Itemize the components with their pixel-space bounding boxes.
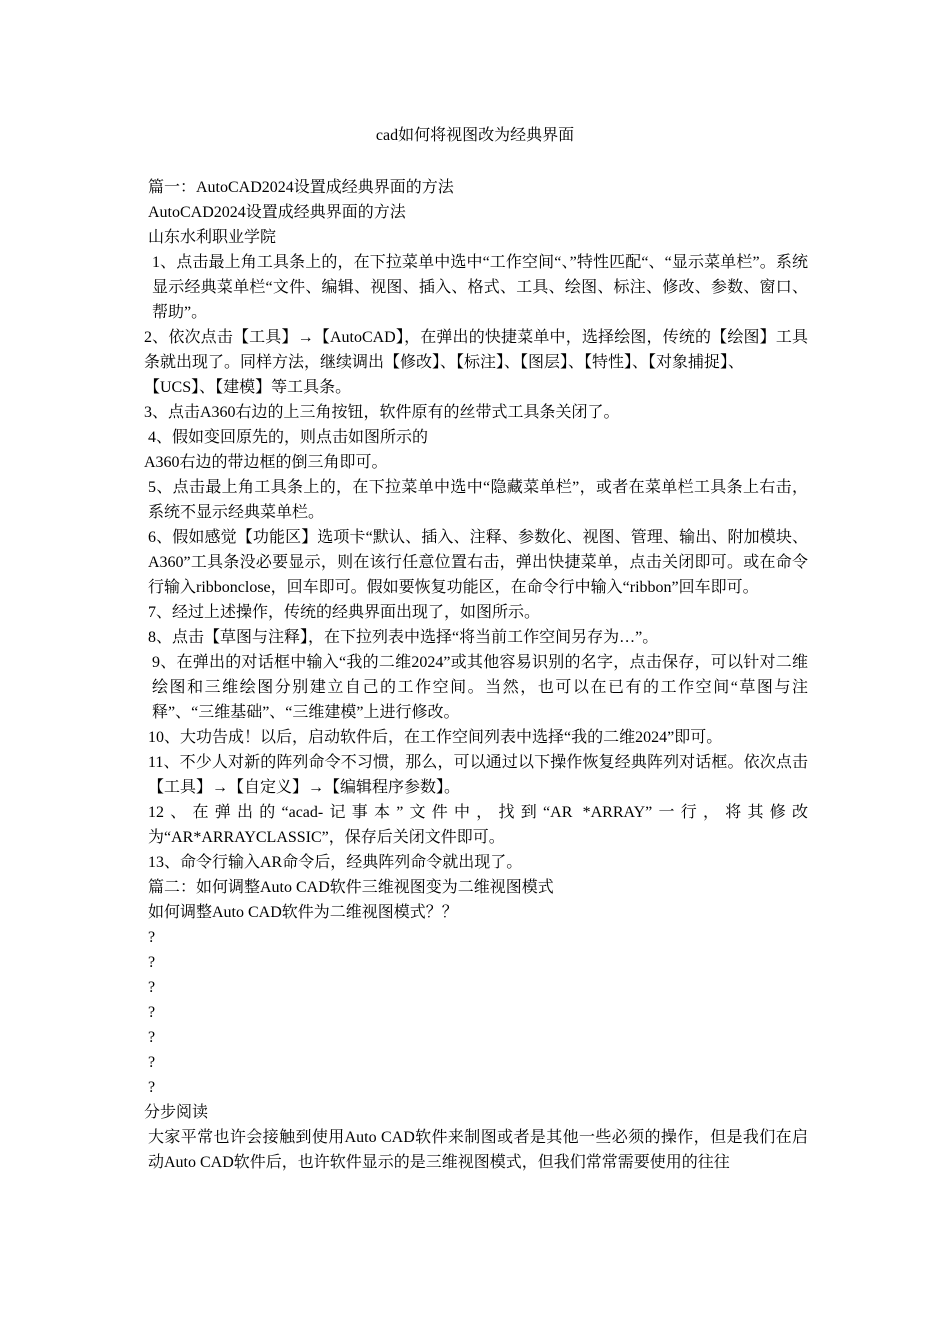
paragraph: 11、不少人对新的阵列命令不习惯，那么，可以通过以下操作恢复经典阵列对话框。依次点击【工具】→【自定义】→【编辑程序参数】。 bbox=[148, 754, 808, 796]
paragraph: 9、在弹出的对话框中输入“我的二维2024”或其他容易识别的名字，点击保存，可以针对二维绘图和三维绘图分别建立自己的工作空间。当然，也可以在已有的工作空间“草图与注释”、“三维基础”、“三维建模”上进行修改。 bbox=[152, 654, 808, 721]
paragraph: 10、大功告成！以后，启动软件后，在工作空间列表中选择“我的二维2024”即可。 bbox=[148, 729, 723, 746]
paragraph: 7、经过上述操作，传统的经典界面出现了，如图所示。 bbox=[148, 604, 541, 621]
paragraph: ? bbox=[148, 1054, 156, 1071]
paragraph: 如何调整Auto CAD软件为二维视图模式？？ bbox=[148, 904, 458, 921]
paragraph: ? bbox=[148, 954, 156, 971]
paragraph: 山东水利职业学院 bbox=[148, 229, 277, 246]
paragraph: 篇一：AutoCAD2024设置成经典界面的方法 bbox=[148, 179, 454, 196]
paragraph: ? bbox=[148, 1004, 156, 1021]
paragraph: ? bbox=[148, 1079, 156, 1096]
paragraph: 2、依次点击【工具】→【AutoCAD】，在弹出的快捷菜单中，选择绘图，传统的【绘图】工具条就出现了。同样方法，继续调出【修改】、【标注】、【图层】、【特性】、【对象捕捉】、 bbox=[144, 329, 808, 371]
document-body bbox=[144, 175, 808, 1175]
paragraph: 5、点击最上角工具条上的，在下拉菜单中选中“隐藏菜单栏”，或者在菜单栏工具条上右击，系统不显示经典菜单栏。 bbox=[148, 479, 808, 521]
paragraph: 篇二：如何调整Auto CAD软件三维视图变为二维视图模式 bbox=[148, 879, 554, 896]
paragraph: A360右边的带边框的倒三角即可。 bbox=[144, 454, 388, 471]
paragraph: 分步阅读 bbox=[144, 1104, 209, 1121]
paragraph: ? bbox=[148, 929, 156, 946]
paragraph: 【UCS】、【建模】等工具条。 bbox=[144, 379, 352, 396]
paragraph: 13、命令行输入AR命令后，经典阵列命令就出现了。 bbox=[148, 854, 523, 871]
paragraph: ? bbox=[148, 979, 156, 996]
paragraph: 3、点击A360右边的上三角按钮，软件原有的丝带式工具条关闭了。 bbox=[144, 404, 620, 421]
paragraph: 8、点击【草图与注释】，在下拉列表中选择“将当前工作空间另存为…”。 bbox=[148, 629, 659, 646]
document-title: cad如何将视图改为经典界面 bbox=[375, 127, 575, 144]
paragraph: 大家平常也许会接触到使用Auto CAD软件来制图或者是其他一些必须的操作，但是我们在启动Auto CAD软件后，也许软件显示的是三维视图模式，但我们常常需要使用的往往 bbox=[148, 1129, 808, 1171]
paragraph: AutoCAD2024设置成经典界面的方法 bbox=[148, 204, 406, 221]
paragraph: 12、在弹出的“acad-记事本”文件中，找到“AR *ARRAY”一行，将其修改为“AR*ARRAYCLASSIC”，保存后关闭文件即可。 bbox=[148, 804, 808, 846]
paragraph: 6、假如感觉【功能区】选项卡“默认、插入、注释、参数化、视图、管理、输出、附加模块、A360”工具条没必要显示，则在该行任意位置右击，弹出快捷菜单，点击关闭即可。或在命令行输入ribbonclose，回车即可。假如要恢复功能区，在命令行中输入“ribbon”回车即可。 bbox=[148, 529, 808, 596]
paragraph: 1、点击最上角工具条上的，在下拉菜单中选中“工作空间“、”特性匹配“、“显示菜单栏”。系统显示经典菜单栏“文件、编辑、视图、插入、格式、工具、绘图、标注、修改、参数、窗口、帮助”。 bbox=[152, 254, 808, 321]
paragraph: 4、假如变回原先的，则点击如图所示的 bbox=[148, 429, 429, 446]
paragraph: ? bbox=[148, 1029, 156, 1046]
